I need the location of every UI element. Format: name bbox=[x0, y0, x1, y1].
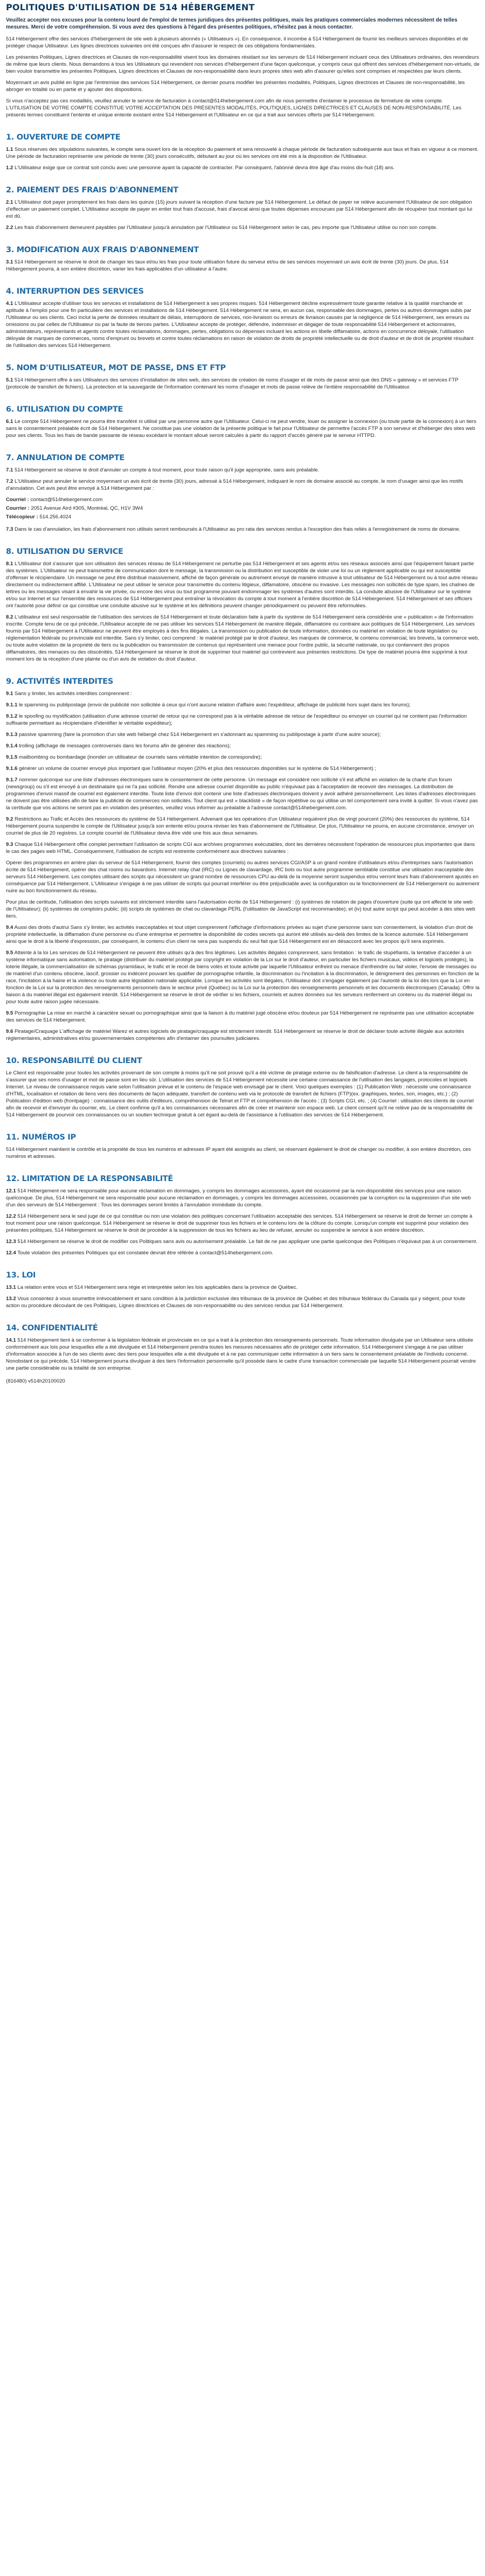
contact-line bbox=[6, 496, 480, 503]
clause-paragraph bbox=[6, 560, 480, 609]
clause-number: 9.1.3 bbox=[6, 731, 18, 738]
clause-number: 8.1 bbox=[6, 560, 13, 567]
clause-number: 14.1 bbox=[6, 1337, 16, 1343]
clause-text: Aussi des droits d'autrui Sans s'y limiter, les activités inacceptables et tout objet comprennent l'affichage d'informations privées au sujet d'une personne sans son consentement, la violation d'un droit de propriété intellectuelle, la diffamation d'une personne ou d'une entreprise et permettre la disponibilité de codes secrets qui auront été utilisés au-delà des limites de la licence autorisée. 514 Hébergement ainsi que le droit à la liberté d'expression, par conséquent, le contenu d'un client ne sera pas suspendu du seul fait que 514 Hébergement est en désaccord avec les propos qu'il sera exprimés. bbox=[6, 924, 473, 945]
clause-text: mailbombing ou bombardage (inonder un utilisateur de courriels sans véritable intention de correspondre); bbox=[19, 754, 262, 760]
clause-paragraph bbox=[6, 713, 480, 727]
clause-text: La relation entre vous et 514 Hébergement sera régie et interprétée selon les lois applicables dans la province de Québec. bbox=[17, 1284, 298, 1290]
section-heading: 6. UTILISATION DU COMPTE bbox=[6, 405, 123, 414]
clause-text: passive spamming (faire la promotion d'un site web hébergé chez 514 Hébergement en s'adonnant au spamming ou publipostage à partir d'une autre source); bbox=[19, 731, 381, 738]
clause-text: Toute violation des présentes Politiques qui est constatée devrait être référée à contact@514hebergement.com. bbox=[17, 1249, 273, 1256]
section-heading: 1. OUVERTURE DE COMPTE bbox=[6, 133, 121, 142]
clause-paragraph bbox=[6, 1337, 480, 1372]
clause-number: 9.1.4 bbox=[6, 742, 18, 749]
clause-paragraph bbox=[6, 300, 480, 349]
clause-number: 3.1 bbox=[6, 259, 13, 265]
section-heading: 2. PAIEMENT DES FRAIS D'ABONNEMENT bbox=[6, 185, 178, 195]
intro-notice: Veuillez accepter nos excuses pour la contenu lourd de l'emploi de termes juridiques des présentes politiques, mais les pratiques commerciales modernes nécessitent de telles mesures. Merci de votre compréhension. Si vous avez des questions à l'égard des présentes politiques, n'hésitez pas à nous contacter. bbox=[6, 17, 458, 31]
clause-number: 9.4 bbox=[6, 924, 13, 931]
intro-paragraph: Les présentes Politiques, Lignes directrices et Clauses de non-responsabilité visent tous les domaines résidant sur les serveurs de 514 Hébergement incluant ceux des Utilisateurs ordinaires, des revendeurs de même que leurs clients. Nous demandons à tous les Utilisateurs qui revendent nos services d'hébergement d'une façon quelconque, y compris ceux qui offrent des services d'hébergement non-virtuels, de bien vouloir transmettre les présentes Politiques, Lignes directrices et Clauses de non-responsabilité dans leurs propres sites web afin d'assurer qu'elles sont comprises et respectées par leurs clients. bbox=[6, 54, 480, 74]
clause-number: 9.3 bbox=[6, 841, 13, 848]
clause-paragraph bbox=[6, 614, 480, 663]
clause-text: 514 Hébergement tient à se conformer à la législation fédérale et provinciale en ce qui a trait à la protection des renseignements personnels. Toute information divulguée par un Utilisateur sera utilisée conformément aux lois pour lesquelles elle a été divulguée et 514 Hébergement prendra toutes les mesures nécessaires afin de protéger cette information. 514 Hébergement s'engage à ne pas utiliser d'information associée à l'un de ses clients avec des tiers pour lesquelles elle a été divulguée et à ne pas communiquer cette information à un tiers sans le consentement préalable de l'individu concerné. Nonobstant ce qui précède, 514 Hébergement pourra divulguer à des tiers l'information personnelle qu'il possède dans le cadre d'une transaction commerciale par laquelle 514 Hébergement pourrait vendre une partie considérable ou la totalité de son entreprise. bbox=[6, 1337, 476, 1371]
contact-label: Courrier : bbox=[6, 505, 30, 511]
section-heading: 5. NOM D'UTILISATEUR, MOT DE PASSE, DNS ET FTP bbox=[6, 363, 226, 372]
clause-paragraph bbox=[6, 526, 480, 533]
clause-paragraph bbox=[6, 1188, 480, 1209]
clause-paragraph bbox=[6, 742, 480, 749]
clause-paragraph bbox=[6, 702, 480, 709]
clause-number: 9.5 bbox=[6, 1010, 13, 1016]
clause-text: Pour plus de certitude, l'utilisation des scripts suivants est strictement interdite sans l'autorisation écrite de 514 Hébergement : (i) systèmes de rotation de pages d'ouverture (suite qui ont affecté le site web de l'Utilisateur); (ii) systèmes de comptoirs public; (iii) scripts de systèmes de chat ou clavardage PERL (l'utilisation de JavaScript est recommandée); et (iv) tout autre script qui peut accéder à des sites web tiers. bbox=[6, 899, 475, 919]
policy-section bbox=[6, 677, 480, 1042]
clause-number: 2.1 bbox=[6, 199, 13, 205]
policy-section bbox=[6, 1270, 480, 1309]
clause-paragraph bbox=[6, 1146, 480, 1160]
policy-section bbox=[6, 287, 480, 349]
section-heading: 9. ACTIVITÉS INTERDITES bbox=[6, 677, 113, 686]
clause-paragraph bbox=[6, 1295, 480, 1309]
clause-paragraph bbox=[6, 1213, 480, 1234]
clause-paragraph bbox=[6, 146, 480, 160]
clause-text: trolling (affichage de messages controversés dans les forums afin de générer des réactions); bbox=[19, 742, 231, 749]
clause-number: 9.1.7 bbox=[6, 776, 18, 783]
clause-number: 12.2 bbox=[6, 1213, 16, 1219]
clause-number: 9.1.6 bbox=[6, 765, 18, 772]
clause-paragraph bbox=[6, 690, 480, 697]
clause-number: 9.1.2 bbox=[6, 713, 18, 719]
clause-number: 1.2 bbox=[6, 164, 13, 171]
clause-paragraph bbox=[6, 731, 480, 738]
policy-section bbox=[6, 363, 480, 391]
clause-number: 7.2 bbox=[6, 478, 13, 484]
section-heading: 8. UTILISATION DU SERVICE bbox=[6, 547, 123, 556]
contact-label: Courriel : bbox=[6, 496, 29, 503]
clause-paragraph bbox=[6, 816, 480, 837]
clause-number: 4.1 bbox=[6, 300, 13, 307]
intro-paragraph: Si vous n'acceptez pas ces modalités, veuillez annuler le service de facturation à contact@514hebergement.com afin de nous permettre d'entamer le processus de fermeture de votre compte. L'UTILISATION DE VOTRE COMPTE CONSTITUE VOTRE ACCEPTATION DES PRÉSENTES MODALITÉS, POLITIQUES, LIGNES DIRECTRICES ET CLAUSES DE NON-RESPONSABILITÉ. Les présents termes constituent l'entente et unique entente existant entre 514 Hébergement et l'Utilisateur en ce qui a trait aux services offerts par 514 Hébergement. bbox=[6, 98, 461, 118]
clause-number: 9.2 bbox=[6, 816, 13, 822]
section-heading: 14. CONFIDENTIALITÉ bbox=[6, 1323, 98, 1332]
document-code: (816480) v514h20100020 bbox=[6, 1378, 65, 1384]
clause-number: 9.1 bbox=[6, 690, 13, 697]
clause-text: Chaque 514 Hébergement offre complet permettant l'utilisation de scripts CGI aux archives programmes exécutables, dont les dernières nécessitent l'opération de ressources plus importantes que dans le cas des pages web HTML. Conséquemment, l'utilisation de scripts est restreinte conformément aux directives suivantes : bbox=[6, 841, 475, 855]
contact-line bbox=[6, 505, 480, 512]
clause-paragraph bbox=[6, 199, 480, 220]
clause-text: L'Utilisateur doit payer promptement les frais dans les quinze (15) jours suivant la réception d'une facture par 514 Hébergement. Le défaut de payer ne relève aucunement l'Utilisateur de son obligation d'effectuer un paiement complet. L'Utilisateur accepte de payer en entier tout frais d'accusé, frais d'avocat ainsi que toutes dépenses encourues par 514 Hébergement afin de récupérer tout montant qui lui est dû. bbox=[6, 199, 473, 219]
clause-text: 514 Hébergement se réserve le droit de changer les taux et/ou les frais pour toute utilisation future du serveur et/ou de ses services moyennant un avis écrit de trente (30) jours. De plus, 514 Hébergement pourra, à son entière discrétion, varier les frais applicables d'un utilisateur à l'autre. bbox=[6, 259, 449, 272]
section-heading: 7. ANNULATION DE COMPTE bbox=[6, 453, 124, 462]
clause-text: Sous réserves des stipulations suivantes, le compte sera ouvert lors de la réception du paiement et sera renouvelé à chaque période de facturation subséquente aux taux et frais en vigueur à ce moment. Une période de facturation représente une période de trente (30) jours consécutifs, débutant au jour où les services ont été mis à la disposition de l'Utilisateur. bbox=[6, 146, 479, 159]
policy-section bbox=[6, 1133, 480, 1160]
clause-text: 514 Hébergement se réserve le droit de modifier ces Politiques sans avis ou autorisement préalable. Le fait de ne pas appliquer une partie quelconque des Politiques n'équivaut pas à un consentement. bbox=[17, 1238, 477, 1245]
clause-number: 12.1 bbox=[6, 1188, 16, 1194]
clause-number: 9.5 bbox=[6, 949, 13, 956]
clause-paragraph bbox=[6, 259, 480, 273]
clause-text: Dans le cas d'annulation, les frais d'abonnement non utilisés seront remboursés à l'Utilisateur au pro rata des services rendus à l'exception des frais reliés à l'enregistrement de noms de domaine. bbox=[15, 526, 461, 532]
clause-paragraph bbox=[6, 924, 480, 945]
section-heading: 12. LIMITATION DE LA RESPONSABILITÉ bbox=[6, 1174, 173, 1183]
clause-paragraph bbox=[6, 1070, 480, 1119]
clause-paragraph bbox=[6, 1284, 480, 1291]
clause-paragraph bbox=[6, 224, 480, 231]
clause-paragraph bbox=[6, 418, 480, 439]
clause-text: nommer quiconque sur une liste d'adresses électroniques sans le consentement de cette personne. Un message est considéré non sollicité s'il est affiché en violation de la charte d'un forum (newsgroup) ou s'il est envoyé à un destinataire qui ne l'a pas sollicité. Rendre une adresse courriel disponible au public n'équivaut pas à l'acceptation de recevoir des messages. La distribution de programmes d'envoi massif de courriel est également interdite. Toute liste d'envoi doit contenir une liste d'adresses électroniques doivent y avoir adhéré personnellement. Les listes d'adresses électroniques ne doivent pas être utilisées afin de faire la publicité de commerces non sollicités. Tout client qui est « blacklisté » de façon répétitive ou qui utilise un tel comportement sera invité à quitter. Si vous n'avez pas la certitude que vos actions ne seront pas en violation des présentes, veuillez vous informer au préalable à l'adresse contact@514hebergement.com. bbox=[6, 776, 478, 811]
clause-text: 514 Hébergement sera le seul juge de ce qui constitue ou non une violation des politiques concernant l'utilisation acceptable des services. 514 Hébergement se réserve le droit de fermer un compte à tout moment pour une raison quelconque. 514 Hébergement se réserve le droit de supprimer tous les fichiers et le contenu lors de la clôture du compte. Lorsqu'un compte est supprimé pour violation des présentes politiques, 514 Hébergement se réserve le droit de procéder à la suppression de tous les fichiers au lieu de refuser, annuler ou suspendre le service à son entière discrétion. bbox=[6, 1213, 473, 1233]
contact-value: 514.256.4024 bbox=[39, 513, 72, 520]
contact-line bbox=[6, 513, 480, 520]
clause-text: 514 Hébergement offre à ses Utilisateurs des services d'installation de sites web, des services de création de noms d'usager et de mots de passe ainsi que des DNS « gateway » et services FTP (protocole de transfert de fichiers). La protection et la sauvegarde de l'information contenant les noms d'usager et mots de passe relève de l'entière responsabilité de l'Utilisateur. bbox=[6, 377, 459, 390]
contact-value[interactable]: contact@514hebergement.com bbox=[30, 496, 103, 503]
intro-block bbox=[6, 36, 480, 119]
clause-text: 514 Hébergement ne sera responsable pour aucune réclamation en dommages, y compris les dommages accessoires, ayant été occasionné par la non-disponibilité des services pour une raison quelconque. De plus, 514 Hébergement ne sera responsable pour aucune réclamation en dommages, y compris les dommages accessoires, occasionnés par la corruption ou la suppression d'un site web d'un des serveurs de 514 Hébergement : Tous les dommages seront limités à l'annulation immédiate du compte. bbox=[6, 1188, 471, 1208]
policy-section bbox=[6, 453, 480, 533]
clause-paragraph bbox=[6, 377, 480, 391]
clause-number: 7.1 bbox=[6, 467, 13, 473]
clause-text: L'Utilisateur accepte d'utiliser tous les services et installations de 514 Hébergement à ses propres risques. 514 Hébergement décline expressément toute garantie relative à la qualité marchande et aptitude à l'emploi pour une fin particulière des services et installations de 514 Hébergement. 514 Hébergement ne sera, en aucun cas, responsable des dommages, pertes ou autres dommages subis par l'Utilisateur ou ses clients. Ceci inclut la perte de données résultant de délais, interruptions de services, non-livraison ou erreurs de livraison causés par la négligence de 514 Hébergement, ses erreurs ou omissions ou par celles de l'Utilisateur ou par la faute de tierces parties. L'Utilisateur accepte de protéger, défendre, indemniser et dégager de toute responsabilité 514 Hébergement et actionnaires, administrateurs, représentants et agents contre toutes réclamations, dommages, pertes, obligations ou dépenses incluant les actions en libelle diffamatoire, actions en concurrence déloyale, l'utilisation déloyale de marques de commerces, noms d'emprunt ou brevets et contre toutes réclamations en raison de violation de droits de propriété intellectuelle ou de droit d'auteur et de droit de propriété résultant de l'utilisation des services 514 Hébergement. bbox=[6, 300, 474, 349]
clause-paragraph bbox=[6, 776, 480, 811]
clause-paragraph bbox=[6, 899, 480, 920]
section-heading: 10. RESPONSABILITÉ DU CLIENT bbox=[6, 1056, 142, 1065]
policy-section bbox=[6, 1174, 480, 1256]
clause-text: Vous consentez à vous soumettre irrévocablement et sans condition à la juridiction exclusive des tribunaux de la province de Québec et des tribunaux fédéraux du Canada qui y siègent, pour toute action ou procédure découlant de ces Politiques, Lignes directrices et Clauses de non-responsabilité ou des services rendus par 514 Hébergement. bbox=[6, 1295, 466, 1309]
clause-text: L'Utilisateur doit s'assurer que son utilisation des services réseau de 514 Hébergement ne perturbe pas 514 Hébergement et ses agents et/ou ses réseaux associés ainsi que l'équipement faisant partie des systèmes. L'Utilisateur ne peut transmettre de communication dont le message, la transmission ou la distribution est susceptible de violer une loi ou un règlement applicable ou qui est susceptible d'offenser le récipiendaire. Un message ne peut être distribué massivement, affiché de façon générale ou autrement envoyé de manière intrusive à tout utilisateur de 514 Hébergement ou à tout autre réseau directement ou indirectement affilié. L'Utilisateur ne peut utiliser le service pour transmettre du contenu litigieux, diffamatoire, obscène ou invasive. Les messages non sollicités de type spam, les chaînes de lettres ou les messages visant à envahir la vie privée, ou encore des virus ou tout programme pouvant endommager les systèmes d'autres sont interdits. La conduite abusive de l'Utilisateur sur le système et/ou sur Internet et sur l'ensemble des ressources de 514 Hébergement peut entraîner la révocation du compte à tout moment à l'entière discrétion de 514 Hébergement. 514 Hébergement et ses officiers ont l'autorité pour définir ce qui constitue une conduite abusive sur le système et les définitions peuvent changer périodiquement ou peuvent être reformulées. bbox=[6, 560, 478, 609]
clause-text: Les frais d'abonnement demeurent payables par l'Utilisateur jusqu'à annulation par l'Utilisateur ou 514 Hébergement selon le cas, peu importe que l'Utilisateur utilise ou non son compte. bbox=[15, 224, 438, 231]
clause-text: 514 Hébergement maintient le contrôle et la propriété de tous les numéros et adresses IP ayant été assignés au client, se réservant également le droit de changer ou modifier, à son entière discrétion, ces numéros et adresses. bbox=[6, 1146, 471, 1159]
clause-text: Opérer des programmes en arrière plan du serveur de 514 Hébergement, fournir des comptes (courriels) ou autres services CGI/ASP à un grand nombre d'utilisateurs et/ou d'entreprises sans l'autorisation écrite de 514 Hébergement, opérer des chat rooms ou bavardoirs. Internet relay chat (IRC) ou Lignes de clavardage, IRC bots ou tout autre programme semblable constitue une utilisation inacceptable des serveurs 514 Hébergement. Les comptes utilisant des scripts qui nécessitent un grand nombre de ressources CPU au-delà de la moyenne seront suspendus et/ou verront leurs frais d'abonnement ajustés en conséquence par 514 Hébergement. L'Utilisateur s'engage à ne pas utiliser de scripts qui pourrait interférer ou être préjudiciable avec la configuration ou le fonctionnement de 514 Hébergement ou autrement nuire au bon fonctionnement du réseau. bbox=[6, 859, 480, 894]
clause-number: 13.2 bbox=[6, 1295, 16, 1302]
section-heading: 13. LOI bbox=[6, 1270, 36, 1280]
clause-text: Sans y limiter, les activités interdites comprennent : bbox=[15, 690, 132, 697]
section-heading: 4. INTERRUPTION DES SERVICES bbox=[6, 287, 144, 296]
clause-text: L'Utilisateur peut annuler le service moyennant un avis écrit de trente (30) jours, adressé à 514 Hébergement, indiquant le nom de domaine associé au compte, le nom d'usager ainsi que les motifs d'annulation. Cet avis peut être envoyé à 514 Hébergement par : bbox=[6, 478, 463, 491]
policy-section bbox=[6, 1323, 480, 1372]
contact-value: 2051 Avenue Aird #305, Montréal, QC, H1V 3W4 bbox=[31, 505, 143, 511]
clause-paragraph bbox=[6, 467, 480, 474]
clause-number: 2.2 bbox=[6, 224, 13, 231]
policy-section bbox=[6, 133, 480, 171]
clause-text: le spamming ou publipostage (envoi de publicité non sollicitée à ceux qui n'ont aucune relation d'affaire avec l'expéditeur, affichage de publicité hors sujet dans les forums); bbox=[19, 702, 411, 708]
clause-text: générer un volume de courrier envoyé plus important que l'utilisateur moyen (20% et plus des ressources disponibles sur le système de 514 Hébergement) ; bbox=[19, 765, 377, 772]
clause-text: Atteinte à la loi Les services de 514 Hébergement ne peuvent être utilisés qu'à des fins légitimes. Les activités illégales comprennent, sans limitation : le trafic de stupéfiants, la tentative d'accéder à un système informatique sans autorisation, le piratage (distribuer du matériel protégé par copyright en violation de la Loi sur le droit d'auteur, en particulier les fichiers musicaux, vidéos et logiciels protégés), la loterie illégale, la commercialisation de schémas pyramidaux, le trafic et le recel de biens volés et toute activité par laquelle l'Utilisateur enfreint ou menace d'enfreindre ou fait violer, l'envoie de messages ou de matériel d'un contenu obscène, lascif, grossier ou indécent pouvant les qualifier de pornographie infantile, la discrimination ou l'incitation à la discrimination, le dénigrement des personnes en fonction de la race, l'incitation à la haine et la violence ou toute autre législation nationale applicable. Lorsque les activités sont illégales, l'Utilisateur doit s'engager également par l'autorité de la loi dès lors que la Loi en fonction de la Loi sur la protection des renseignements personnels dans le secteur privé (Québec) ou la Loi sur la protection des renseignements personnels et les documents électroniques (Canada). Offrir la liaison à du matériel illégal est également interdit. 514 Hébergement se réserve le droit de vérifier si les fichiers, courriels et autres données sur les serveurs renferment un contenu ou du matériel illégal ou pour toute autre raison jugée nécessaire. bbox=[6, 949, 480, 1005]
intro-paragraph: Moyennant un avis publié en ligne par l'entremise des services 514 Hébergement, ce dernier pourra modifier les présentes modalités, Politiques, Lignes directrices et Clauses de non-responsabilité, les abroger en totalité ou en partie et y ajouter des dispositions. bbox=[6, 79, 465, 93]
clause-number: 9.1.5 bbox=[6, 754, 18, 760]
contact-block bbox=[6, 496, 480, 520]
clause-paragraph bbox=[6, 1010, 480, 1024]
clause-text: Restrictions au Trafic et Accès des ressources du système de 514 Hébergement. Advenant que les opérations d'un Utilisateur requièrent plus de vingt pourcent (20%) des ressources du système, 514 Hébergement pourra suspendre le compte de l'Utilisateur jusqu'à son entente et/ou pourra réviser les frais d'abonnement de l'Utilisateur. De plus, l'Utilisateur ne pourra, en aucune circonstance, envoyer un courriel de plus de 20 registres. Le compte courriel de l'Utilisateur devra être vidé une fois aux deux semaines. bbox=[6, 816, 474, 836]
clause-text: Pornographie La mise en marché à caractère sexuel ou pornographique ainsi que la liaison à du matériel jugé obscène et/ou douteux par 514 Hébergement ne représente pas une utilisation acceptable des services de 514 Hébergement. bbox=[6, 1010, 474, 1023]
contact-label: Télécopieur : bbox=[6, 513, 38, 520]
intro-paragraph: 514 Hébergement offre des services d'hébergement de site web à plusieurs abonnés (« Utilisateurs »). En conséquence, il incombe à 514 Hébergement de fournir les meilleurs services disponibles et de protéger chaque Utilisateur. Les lignes directrices suivantes ont été conçues afin d'assurer le respect de ces obligations fondamentales. bbox=[6, 36, 468, 49]
clause-paragraph bbox=[6, 1249, 480, 1256]
section-heading: 11. NUMÉROS IP bbox=[6, 1133, 76, 1142]
clause-number: 5.1 bbox=[6, 377, 13, 383]
clause-text: L'Utilisateur exige que ce contrat soit conclu avec une personne ayant la capacité de contracter. Par conséquent, l'abonné devra être âgé d'au moins dix-huit (18) ans. bbox=[15, 164, 395, 171]
clause-number: 7.3 bbox=[6, 526, 13, 532]
clause-number: 6.1 bbox=[6, 418, 13, 425]
clause-text: Le compte 514 Hébergement ne pourra être transféré ni utilisé par une personne autre que l'Utilisateur. Celui-ci ne peut vendre, louer ou assigner la connexion (ou toute partie de la connexion) à un tiers sans le consentement préalable écrit de 514 Hébergement. Ne constitue pas une violation de la présente politique le fait pour l'Utilisateur de permettre l'accès FTP à son serveur et d'héberger des sites web pour ses clients. Tous les frais de bande passante de réseau excédant le montant alloué seront calculés à partir du rapport d'accès généré par le serveur HTTPD. bbox=[6, 418, 476, 439]
clause-paragraph bbox=[6, 841, 480, 855]
clause-paragraph bbox=[6, 478, 480, 492]
clause-number: 13.1 bbox=[6, 1284, 16, 1290]
clause-paragraph bbox=[6, 765, 480, 772]
clause-paragraph bbox=[6, 164, 480, 171]
clause-text: Piratage/Craquage L'affichage de matériel Warez et autres logiciels de piratage/craquage est strictement interdit. 514 Hébergement se réserve le droit de déclarer toute activité illégale aux autorités réglementaires, administratives et/ou gouvernementales compétentes afin d'entamer des poursuites judiciaires. bbox=[6, 1028, 465, 1041]
clause-number: 1.1 bbox=[6, 146, 13, 152]
clause-text: le spoofing ou mystification (utilisation d'une adresse courriel de retour qui ne correspond pas à la véritable adresse de retour de l'expéditeur ou envoyer un courriel qui ne contient pas l'information suffisante permettant au récipiendaire d'identifier le véritable expéditeur); bbox=[6, 713, 467, 726]
clause-paragraph bbox=[6, 1028, 480, 1042]
policy-section bbox=[6, 405, 480, 439]
policy-section bbox=[6, 185, 480, 231]
policy-section bbox=[6, 245, 480, 273]
sections-container bbox=[6, 133, 480, 1372]
clause-text: Le Client est responsable pour toutes les activités provenant de son compte à moins qu'il ne soit prouvé qu'il a été victime de piratage externe ou de falsification d'adresse. Le client a la responsabilité de s'assurer que ses noms d'usager et mot de passe sont en lieu sûr. L'utilisation des services de 514 Hébergement nécessite une certaine connaissance de l'utilisation des langages, protocoles et logiciels Internet. Le niveau de connaissance requis varie selon l'utilisation prévue et le contenu de l'espace web envisagé par le client. Voici quelques exemples : (1) Publication Web : nécessite une connaissance d'HTML, localisation et rotation de liens vers des documents de façon adéquate, transfert de contenu web via le protocole de transfert de fichiers (FTP)(ex. graphiques, textes, son, images, etc.) ; (2) Publication d'édition web (frontpage) : connaissance des outils d'éditeurs, compréhension de Telnet et FTP et compréhension de l'accès ; (3) Scripts CGI, etc. ; (4) Courriel : utilisation des clients de courriel afin de recevoir et d'envoyer du courrier, etc. Le client confirme qu'il a les connaissances nécessaires afin de créer et maintenir son espace web. Le client consent qu'il ne relève pas de la responsabilité de 514 Hébergement de pourvoir ces connaissances ou un soutien technique gratuit à cet égard au-delà de l'assistance à l'utilisation des services de 514 Hébergement. bbox=[6, 1070, 474, 1118]
clause-paragraph bbox=[6, 754, 480, 761]
clause-paragraph bbox=[6, 1238, 480, 1245]
clause-paragraph bbox=[6, 949, 480, 1005]
clause-number: 9.6 bbox=[6, 1028, 13, 1034]
page-title: POLITIQUES D'UTILISATION DE 514 HÉBERGEMENT bbox=[6, 2, 255, 12]
clause-number: 12.4 bbox=[6, 1249, 16, 1256]
clause-text: 514 Hébergement se réserve le droit d'annuler un compte à tout moment, pour toute raison qu'il juge appropriée, sans avis préalable. bbox=[15, 467, 320, 473]
clause-paragraph bbox=[6, 859, 480, 894]
clause-text: L'utilisateur est seul responsable de l'utilisation des services de 514 Hébergement et toute déclaration faite à partir du système de 514 Hébergement sera considérée une « publication » de l'information inscrite. Compte tenu de ce qui précède, l'Utilisateur accepte de ne pas utiliser les services 514 Hébergement de manière illégale, diffamatoire ou contraire aux politiques de 514 Hébergement. Les services fournis par 514 Hébergement à l'Utilisateur ne peuvent être employés à des fins illégales. La transmission ou publication de toute information, données ou matériel en violation de toute législation ou réglementation fédérale ou provinciale est interdite. Sans s'y limiter, ceci comprend : le matériel protégé par le droit d'auteur, les marques de commerce, le contenu commercial, les brevets, la commerce web, ou toute autre violation de la propriété de tiers ou la publication ou transmission de contenus qui représentent une menace pour l'ordre public, la sécurité nationale, ou qui contiennent des propos diffamatoires, des menaces ou des obscénités. 514 Hébergement se réserve le droit de supprimer tout matériel qui contrevient aux présentes restrictions. De type de matériel pourra être supprimé à tout moment lors de la réception d'une plainte ou d'un avis de violation du droit d'auteur. bbox=[6, 614, 480, 662]
clause-number: 9.1.1 bbox=[6, 702, 18, 708]
clause-number: 8.2 bbox=[6, 614, 13, 620]
policy-section bbox=[6, 547, 480, 663]
section-heading: 3. MODIFICATION AUX FRAIS D'ABONNEMENT bbox=[6, 245, 199, 254]
clause-number: 12.3 bbox=[6, 1238, 16, 1245]
policy-section bbox=[6, 1056, 480, 1119]
